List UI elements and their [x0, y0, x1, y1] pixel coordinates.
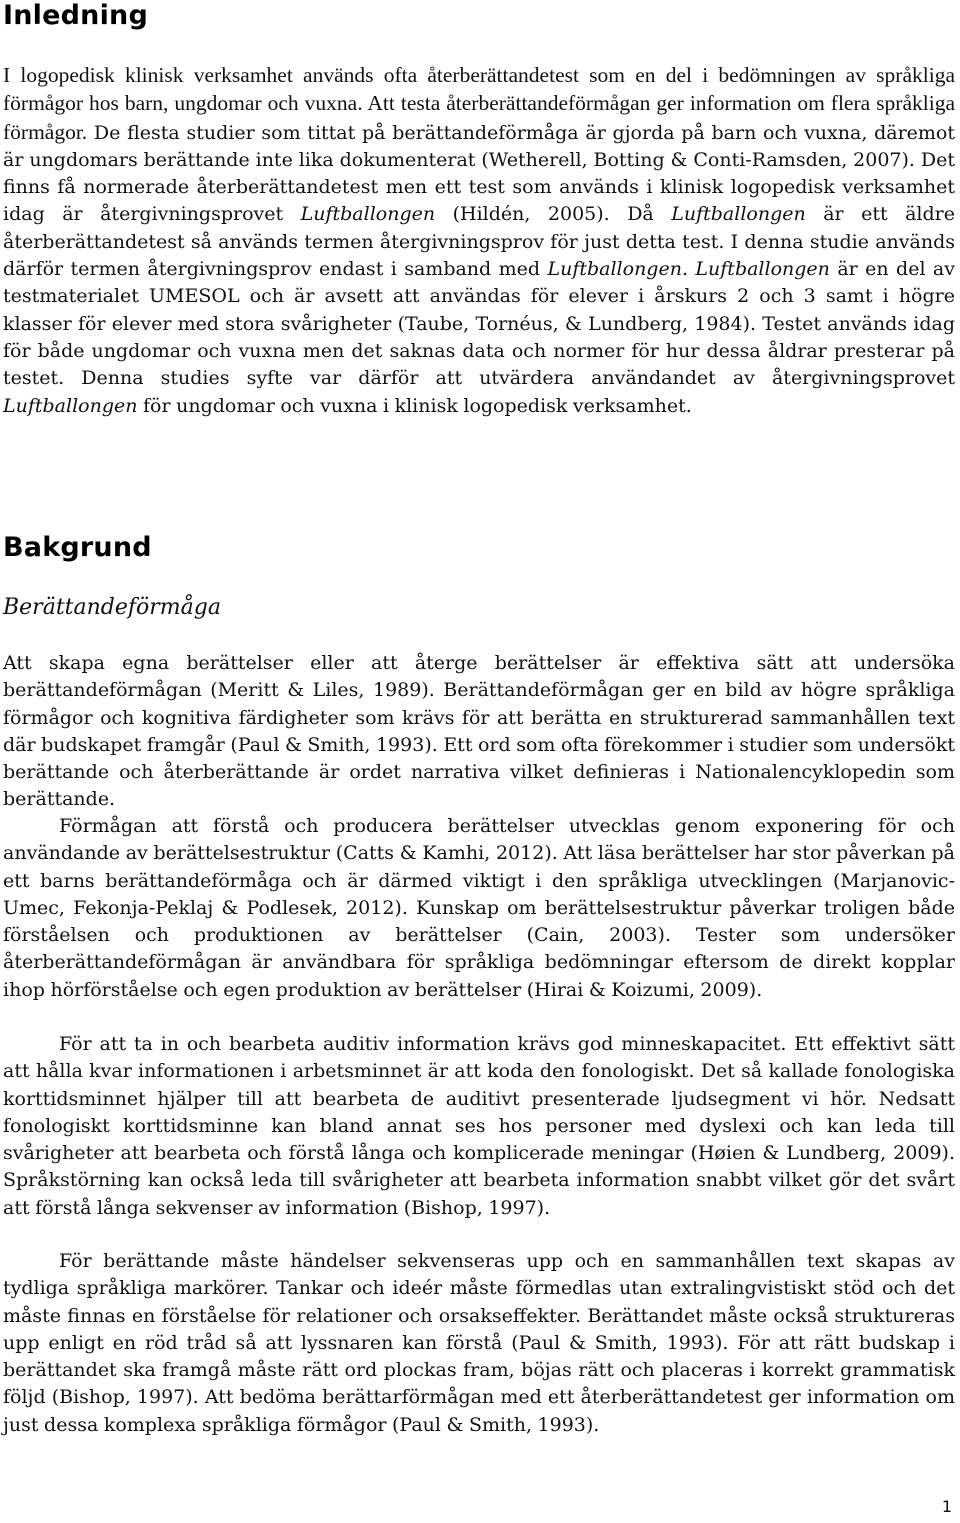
title-luftballongen: Luftballongen — [300, 203, 436, 226]
background-paragraph-3: För att ta in och bearbeta auditiv information krävs god minneskapacitet. Ett effektivt sätt att hålla kvar informationen i arbetsminnet är att koda den fonologiskt. Det så kallade fonologiska korttidsminnet hjälper till att bearbeta de auditivt presenterade ljudsegment vi hör. Nedsatt fonologiskt korttidsminne kan bland annat ses hos personer med dyslexi och kan leda till svårigheter att bearbeta och förstå långa och komplicerade meningar (Høien & Lundberg, 2009). Språkstörning kan också leda till svårigheter att bearbeta information snabbt vilket gör det svårt att förstå långa sekvenser av information (Bishop, 1997). — [3, 1033, 955, 1219]
section-heading-bakgrund: Bakgrund — [3, 532, 152, 563]
subsection-heading: Berättandeförmåga — [3, 595, 221, 620]
intro-text-g: för ungdomar och vuxna i klinisk logopedisk verksamhet. — [137, 394, 692, 417]
intro-text-f: är en del av testmaterialet UMESOL och är avsett att användas för elever i årskurs 2 och 3 samt i högre klasser för elever med stora svårigheter (Taube, Tornéus, & Lundberg, 1984). Testet används idag för både ungdomar och vuxna men det saknas data och normer för hur dessa åldrar presterar på testet. Denna studies syfte var därför att utvärdera användandet av återgivningsprovet — [3, 258, 955, 390]
background-paragraph-2: Förmågan att förstå och producera berättelser utvecklas genom exponering för och användande av berättelsestruktur (Catts & Kamhi, 2012). Att läsa berättelser har stor påverkan på ett barns berättandeförmåga och är därmed viktigt i den språkliga utvecklingen (Marjanovic-Umec, Fekonja-Peklaj & Podlesek, 2012). Kunskap om berättelsestruktur påverkar troligen både förståelsen och produktionen av berättelser (Cain, 2003). Tester som undersöker återberättandeförmågan är användbara för språkliga bedömningar eftersom de direkt kopplar ihop hörförståelse och egen produktion av berättelser (Hirai & Koizumi, 2009). — [3, 815, 955, 1001]
intro-text-d: är ett äldre återberättandetest så används termen återgivningsprov för just detta test. I denna studie används därför termen återgivningsprov endast i samband med — [3, 203, 955, 281]
intro-paragraph — [3, 62, 955, 420]
intro-sentence-1: I logopedisk klinisk verksamhet används ofta återberättandetest som en del i bedömningen av språkliga förmågor hos barn, ungdomar och vuxna. Att testa återberättandeförmågan ger information om flera språkliga förmågor. — [3, 63, 955, 144]
background-paragraph-4: För berättande måste händelser sekvenseras upp och en sammanhållen text skapas av tydliga språkliga markörer. Tankar och ideér måste förmedlas utan extralingvistiskt stöd och det måste finnas en förståelse för relationer och orsakseffekter. Berättandet måste också struktureras upp enligt en röd tråd så att lyssnaren kan förstå (Paul & Smith, 1993). För att rätt budskap i berättandet ska framgå måste rätt ord plockas fram, böjas rätt och placeras i korrekt grammatisk följd (Bishop, 1997). Att bedöma berättarförmågan med ett återberättandetest ger information om just dessa komplexa språkliga förmågor (Paul & Smith, 1993). — [3, 1250, 955, 1436]
title-luftballongen: Luftballongen — [3, 394, 138, 417]
intro-text-c: (Hildén, 2005). Då — [435, 203, 672, 226]
title-luftballongen: Luftballongen. — [547, 258, 688, 281]
background-paragraph-1: Att skapa egna berättelser eller att återge berättelser är effektiva sätt att undersöka berättandeförmågan (Meritt & Liles, 1989). Berättandeförmågan ger en bild av högre språkliga förmågor och kognitiva färdigheter som krävs för att berätta en strukturerad sammanhållen text där budskapet framgår (Paul & Smith, 1993). Ett ord som ofta förekommer i studier som undersökt berättande och återberättande är ordet narrativa vilket definieras i Nationalencyklopedin som berättande. — [3, 652, 955, 811]
page-number: 1 — [941, 1497, 952, 1516]
intro-text-b: De flesta studier som tittat på berättandeförmåga är gjorda på barn och vuxna, däremot är ungdomars berättande inte lika dokumenterat (Wetherell, Botting & Conti-Ramsden, 2007). Det finns få normerade återberättandetest men ett test som används i klinisk logopedisk verksamhet idag är återgivningsprovet — [3, 121, 955, 226]
title-luftballongen: Luftballongen — [671, 203, 806, 226]
section-heading-inledning: Inledning — [3, 0, 148, 31]
title-luftballongen: Luftballongen — [695, 258, 830, 281]
